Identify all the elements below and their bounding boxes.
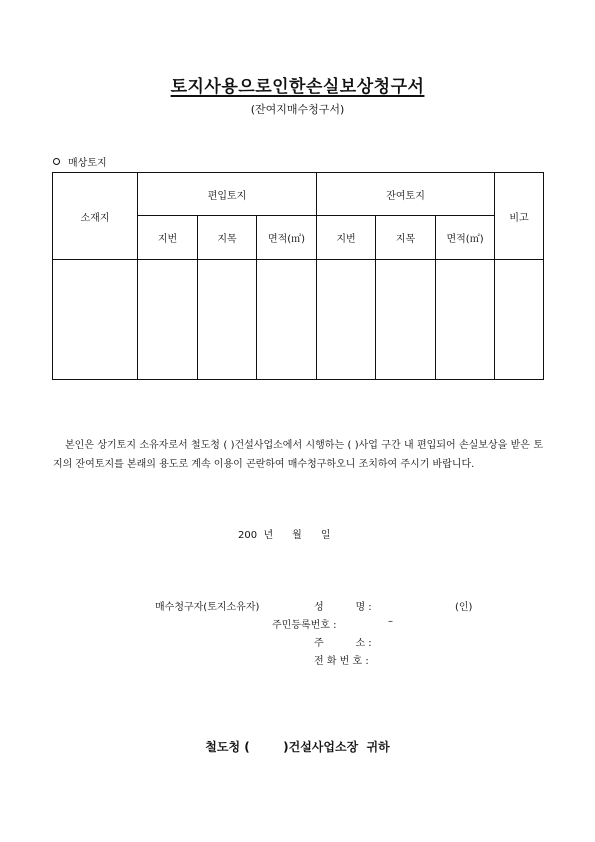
id-number-dash: – bbox=[388, 616, 393, 627]
col-lot-number: 지번 bbox=[317, 216, 376, 260]
section-label: 매상토지 bbox=[68, 158, 107, 169]
remaining-land-header: 잔여토지 bbox=[317, 173, 495, 216]
document-title: 토지사용으로인한손실보상청구서 bbox=[170, 77, 425, 97]
cell-remaining-lot[interactable] bbox=[317, 260, 376, 380]
col-land-category: 지목 bbox=[198, 216, 257, 260]
section-heading bbox=[53, 154, 107, 169]
cell-remarks[interactable] bbox=[495, 260, 544, 380]
remarks-header: 비고 bbox=[495, 173, 544, 260]
id-number-label: 주민등록번호 : bbox=[272, 620, 337, 631]
request-text: 본인은 상기토지 소유자로서 철도청 ( )건설사업소에서 시행하는 ( )사업 구간 내 편입되어 손실보상을 받은 토지의 잔여토지를 본래의 용도로 계속 이용이 곤란하여 매수청구하오니 조치하여 주시기 바랍니다. bbox=[53, 440, 543, 470]
cell-remaining-category[interactable] bbox=[376, 260, 436, 380]
cell-incorporated-area[interactable] bbox=[257, 260, 317, 380]
location-header: 소재지 bbox=[53, 173, 138, 260]
col-area: 면적(㎡) bbox=[257, 216, 317, 260]
addressee-line: 철도청 ( )건설사업소장 귀하 bbox=[205, 740, 390, 754]
request-paragraph bbox=[53, 436, 543, 474]
col-land-category: 지목 bbox=[376, 216, 436, 260]
circle-bullet-icon bbox=[53, 158, 60, 165]
seal-mark: (인) bbox=[455, 602, 473, 613]
col-lot-number: 지번 bbox=[138, 216, 198, 260]
cell-location[interactable] bbox=[53, 260, 138, 380]
cell-incorporated-category[interactable] bbox=[198, 260, 257, 380]
cell-remaining-area[interactable] bbox=[436, 260, 495, 380]
incorporated-land-header: 편입토지 bbox=[138, 173, 317, 216]
col-area: 면적(㎡) bbox=[436, 216, 495, 260]
document-subtitle: (잔여지매수청구서) bbox=[250, 103, 345, 116]
applicant-role: 매수청구자(토지소유자) bbox=[155, 602, 260, 613]
land-table bbox=[52, 172, 544, 380]
date-line: 200 년 월 일 bbox=[238, 530, 331, 541]
address-label: 주 소 : bbox=[314, 638, 372, 649]
cell-incorporated-lot[interactable] bbox=[138, 260, 198, 380]
table-row bbox=[53, 260, 544, 380]
name-label: 성 명 : bbox=[314, 602, 372, 613]
phone-label: 전 화 번 호 : bbox=[314, 656, 369, 667]
